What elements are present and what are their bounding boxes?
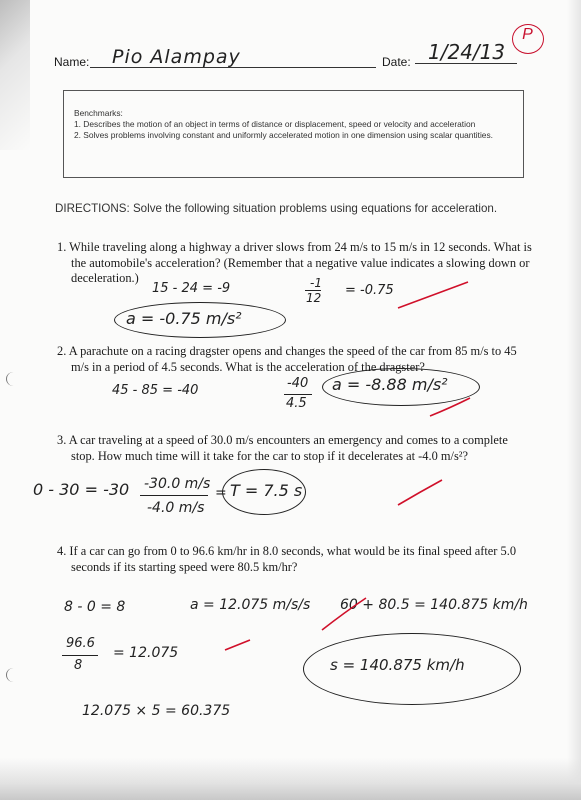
q1-check-mark: [398, 282, 468, 308]
question-4-text: 4. If a car can go from 0 to 96.6 km/hr in 8.0 seconds, what would be its final speed after 5.0 seconds if its starting speed were 80.5 km/hr?: [57, 544, 517, 574]
question-1-text: 1. While traveling along a highway a driver slows from 24 m/s to 15 m/s in 12 seconds. What is the automobile's acceleration? (Remember that a negative value indicates a slowing down or deceleration.): [57, 240, 532, 285]
q1-work-denominator: 12: [306, 291, 322, 305]
q2-work-subtraction: 45 - 85 = -40: [112, 383, 199, 398]
q2-check-mark: [430, 398, 470, 416]
q1-work-result: = -0.75: [345, 283, 394, 298]
q3-check-mark: [398, 480, 442, 505]
q1-work-subtraction: 15 - 24 = -9: [152, 281, 231, 296]
benchmarks-title: Benchmarks:: [74, 108, 123, 118]
q4-work-numerator: 96.6: [66, 636, 95, 651]
q2-work-numerator: -40: [287, 376, 309, 391]
benchmark-item-2: 2. Solves problems involving constant and uniformly accelerated motion in one dimension using scalar quantities.: [74, 130, 493, 140]
q4-work-time: 8 - 0 = 8: [64, 599, 126, 615]
q4-work-division-result: = 12.075: [113, 645, 179, 661]
question-2-text: 2. A parachute on a racing dragster opens and changes the speed of the car from 85 m/s to 45 m/s in a period of 4.5 seconds. What is the acceleration of the dragster?: [57, 344, 517, 374]
date-label: Date:: [382, 55, 411, 69]
q3-work-denominator: -4.0 m/s: [147, 500, 205, 516]
q3-work-numerator: -30.0 m/s: [144, 476, 211, 492]
benchmark-item-1: 1. Describes the motion of an object in terms of distance or displacement, speed or velocity and acceleration: [74, 119, 476, 129]
date-value: 1/24/13: [428, 40, 506, 64]
q2-answer: a = -8.88 m/s²: [332, 375, 448, 394]
q4-work-multiplication: 12.075 × 5 = 60.375: [82, 703, 231, 719]
grade-mark: P: [522, 26, 533, 43]
q1-answer: a = -0.75 m/s²: [126, 309, 242, 328]
q3-answer: T = 7.5 s: [230, 481, 303, 500]
q3-work-equals: =: [215, 485, 227, 501]
q4-work-denominator: 8: [74, 658, 83, 673]
q3-work-subtraction: 0 - 30 = -30: [33, 480, 130, 499]
directions-text: DIRECTIONS: Solve the following situation problems using equations for acceleration.: [55, 202, 498, 215]
q1-work-numerator: -1: [310, 276, 322, 290]
question-3-text: 3. A car traveling at a speed of 30.0 m/s encounters an emergency and comes to a complete stop. How much time will it take for the car to stop if it decelerates at -4.0 m/s²?: [57, 433, 508, 463]
student-name: Pio Alampay: [112, 46, 241, 68]
q2-work-denominator: 4.5: [286, 396, 307, 411]
q4-work-acceleration: a = 12.075 m/s/s: [190, 597, 311, 613]
name-label: Name:: [54, 55, 90, 69]
q4-work-final-speed: 60 + 80.5 = 140.875 km/h: [340, 597, 528, 613]
q4-answer: s = 140.875 km/h: [330, 656, 465, 674]
q4-check-mark-a: [225, 640, 250, 650]
q4-check-mark-b: [322, 598, 366, 630]
